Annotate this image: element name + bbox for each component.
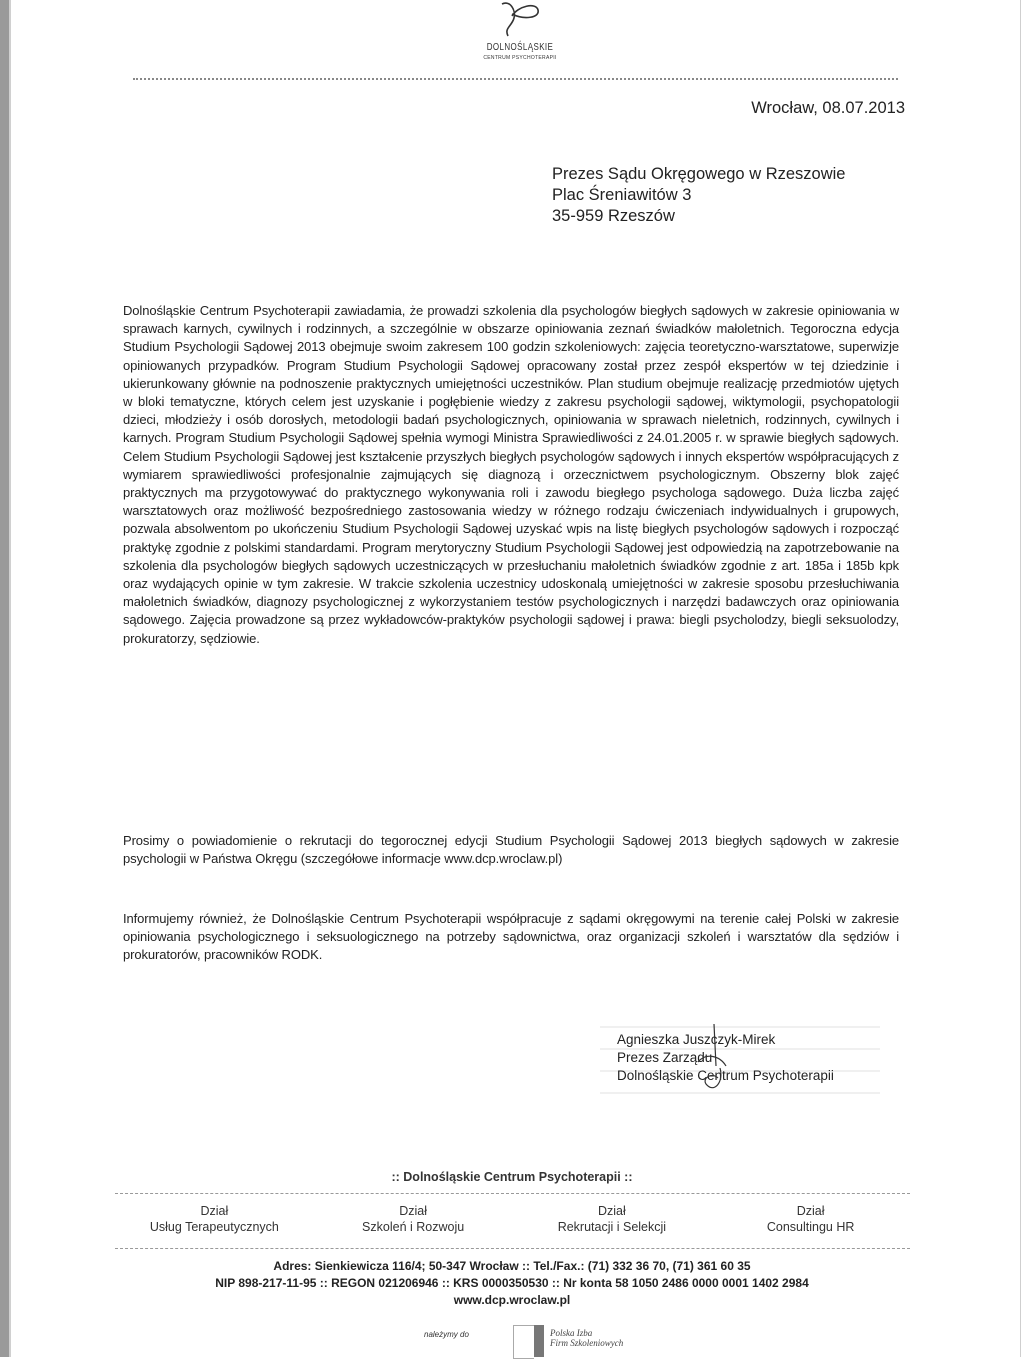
footer-org-title: :: Dolnośląskie Centrum Psychoterapii ::	[391, 1170, 633, 1184]
department-label: Dział	[796, 1204, 825, 1218]
member-org-name	[550, 1328, 623, 1348]
registry-line: NIP 898-217-11-95 :: REGON 021206946 :: KRS 0000350530 :: Nr konta 58 1050 2486 0000 0001 1402 2984	[215, 1276, 809, 1290]
footer-divider-top	[115, 1193, 910, 1194]
scan-left-edge-highlight	[9, 0, 11, 1357]
body-paragraph-1: Dolnośląskie Centrum Psychoterapii zawiadamia, że prowadzi szkolenia dla psychologów biegłych sądowych w zakresie opiniowania w sprawach karnych, cywilnych i rodzinnych, a szczególnie w obszarze opiniowania zeznań świadków małoletnich. Tegoroczna edycja Studium Psychologii Sądowej 2013 obejmuje swoim zakresem 100 godzin szkoleniowych: zajęcia teoretyczno-warsztatowe, superwizje opiniowanych przypadków. Program Studium Psychologii Sądowej opracowany został przez zespół ekspertów w tej dziedzinie i ukierunkowany głównie na podnoszenie praktycznych umiejętności uczestników. Plan studium obejmuje realizację przedmiotów ujętych w bloki tematyczne, których celem jest uzyskanie i pogłębienie wiedzy z zakresu psychologii sądowej, wiktymologii, psychopatologii dzieci, młodzieży i osób dorosłych, metodologii badań psychologicznych, opiniowania w sprawach nieletnich, rodzinnych, cywilnych i karnych. Program Studium Psychologii Sądowej spełnia wymogi Ministra Sprawiedliwości z 24.01.2005 r. w sprawie biegłych sądowych. Celem Studium Psychologii Sądowej jest kształcenie przyszłych biegłych psychologów sądowych i innych ekspertów współpracujących z wymiarem sprawiedliwości profesjonalnie zajmujących się diagnozą i orzecznictwem psychologicznym. Obszerny blok zajęć praktycznych ma przygotowywać do praktycznego wykonywania roli i zawodu biegłego psychologa sądowego. Duża liczba zajęć warsztatowych oraz możliwość bezpośredniego zastosowania wiedzy w różnego rodzaju ćwiczeniach indywidualnych i grupowych, pozwala absolwentom po ukończeniu Studium Psychologii Sądowej uzyskać wpis na listę biegłych psychologów sądowych i rozpocząć praktykę zgodnie z polskimi standardami. Program merytoryczny Studium Psychologii Sądowej jest odpowiedzią na zapotrzebowanie na szkolenia dla psychologów biegłych sądowych uczestniczących w przesłuchaniu małoletnich świadków zgodnie z art. 185a i 185b kpk oraz wydających opinie w tym zakresie. W trakcie szkolenia uczestnicy udoskonalą umiejętności w zakresie sposobu przesłuchiwania małoletnich świadków, diagnozy psychologicznej z wykorzystaniem testów psychologicznych i narzędzi badawczych oraz opiniowania sądowego. Zajęcia prowadzone są przez wykładowców-praktyków psychologii sądowej i prawa: biegli psycholodzy, biegli seksuolodzy, prokuratorzy, sędziowie.	[123, 303, 899, 646]
body-paragraph-3: Informujemy również, że Dolnośląskie Centrum Psychoterapii współpracuje z sądami okręgowymi na terenie całej Polski w zakresie opiniowania psychologicznego i seksuologicznego na potrzeby sądownictwa, oraz organizacji szkoleń i warsztatów dla sędziów i prokuratorów, pracowników RODK.	[123, 911, 899, 963]
department-label: Dział	[597, 1204, 626, 1218]
department-name: Rekrutacji i Selekcji	[557, 1220, 667, 1234]
department-name: Usług Terapeutycznych	[149, 1220, 279, 1234]
website-link[interactable]: www.dcp.wroclaw.pl	[453, 1293, 571, 1307]
department-name: Consultingu HR	[766, 1220, 855, 1234]
addressee-line-2: Plac Śreniawitów 3	[552, 186, 692, 204]
member-label: należymy do	[424, 1330, 469, 1339]
page-right-border	[1020, 0, 1021, 1357]
member-org-line-1: Polska Izba	[550, 1328, 593, 1338]
department-name: Szkoleń i Rozwoju	[362, 1220, 465, 1234]
department-item	[115, 1203, 314, 1235]
department-label: Dział	[200, 1204, 229, 1218]
pifs-logo-icon	[513, 1325, 534, 1359]
logo-swirl-icon	[498, 0, 542, 40]
footer-contact	[0, 1258, 1024, 1309]
letterhead-logo	[470, 0, 570, 70]
handwritten-signature-icon	[690, 1022, 750, 1102]
logo-name: DOLNOŚLĄSKIE	[486, 42, 554, 53]
scan-left-edge	[0, 0, 9, 1357]
addressee-line-3: 35-959 Rzeszów	[552, 207, 675, 225]
signer-org: Dolnośląskie Centrum Psychoterapii	[617, 1068, 834, 1083]
footer-divider-bottom	[115, 1248, 910, 1249]
member-org-line-2: Firm Szkoleniowych	[550, 1338, 624, 1348]
departments-row	[115, 1203, 910, 1235]
addressee-line-1: Prezes Sądu Okręgowego w Rzeszowie	[552, 165, 846, 183]
department-item	[314, 1203, 513, 1235]
signer-name: Agnieszka Juszczyk-Mirek	[617, 1032, 776, 1047]
letter-date: Wrocław, 08.07.2013	[751, 99, 905, 117]
header-divider	[133, 78, 898, 80]
department-item	[711, 1203, 910, 1235]
logo-subtitle: CENTRUM PSYCHOTERAPII	[483, 55, 557, 61]
department-label: Dział	[399, 1204, 428, 1218]
address-line: Adres: Sienkiewicza 116/4; 50-347 Wrocław :: Tel./Fax.: (71) 332 36 70, (71) 361 60 35	[273, 1259, 751, 1273]
department-item	[513, 1203, 712, 1235]
signer-title: Prezes Zarządu	[617, 1050, 713, 1065]
body-paragraph-2: Prosimy o powiadomienie o rekrutacji do tegorocznej edycji Studium Psychologii Sądowej 2013 biegłych sądowych w zakresie psychologii w Państwa Okręgu (szczegółowe informacje www.dcp.wroclaw.pl)	[123, 833, 899, 867]
pifs-logo-dark-bar	[534, 1325, 544, 1357]
addressee-block	[552, 164, 845, 227]
